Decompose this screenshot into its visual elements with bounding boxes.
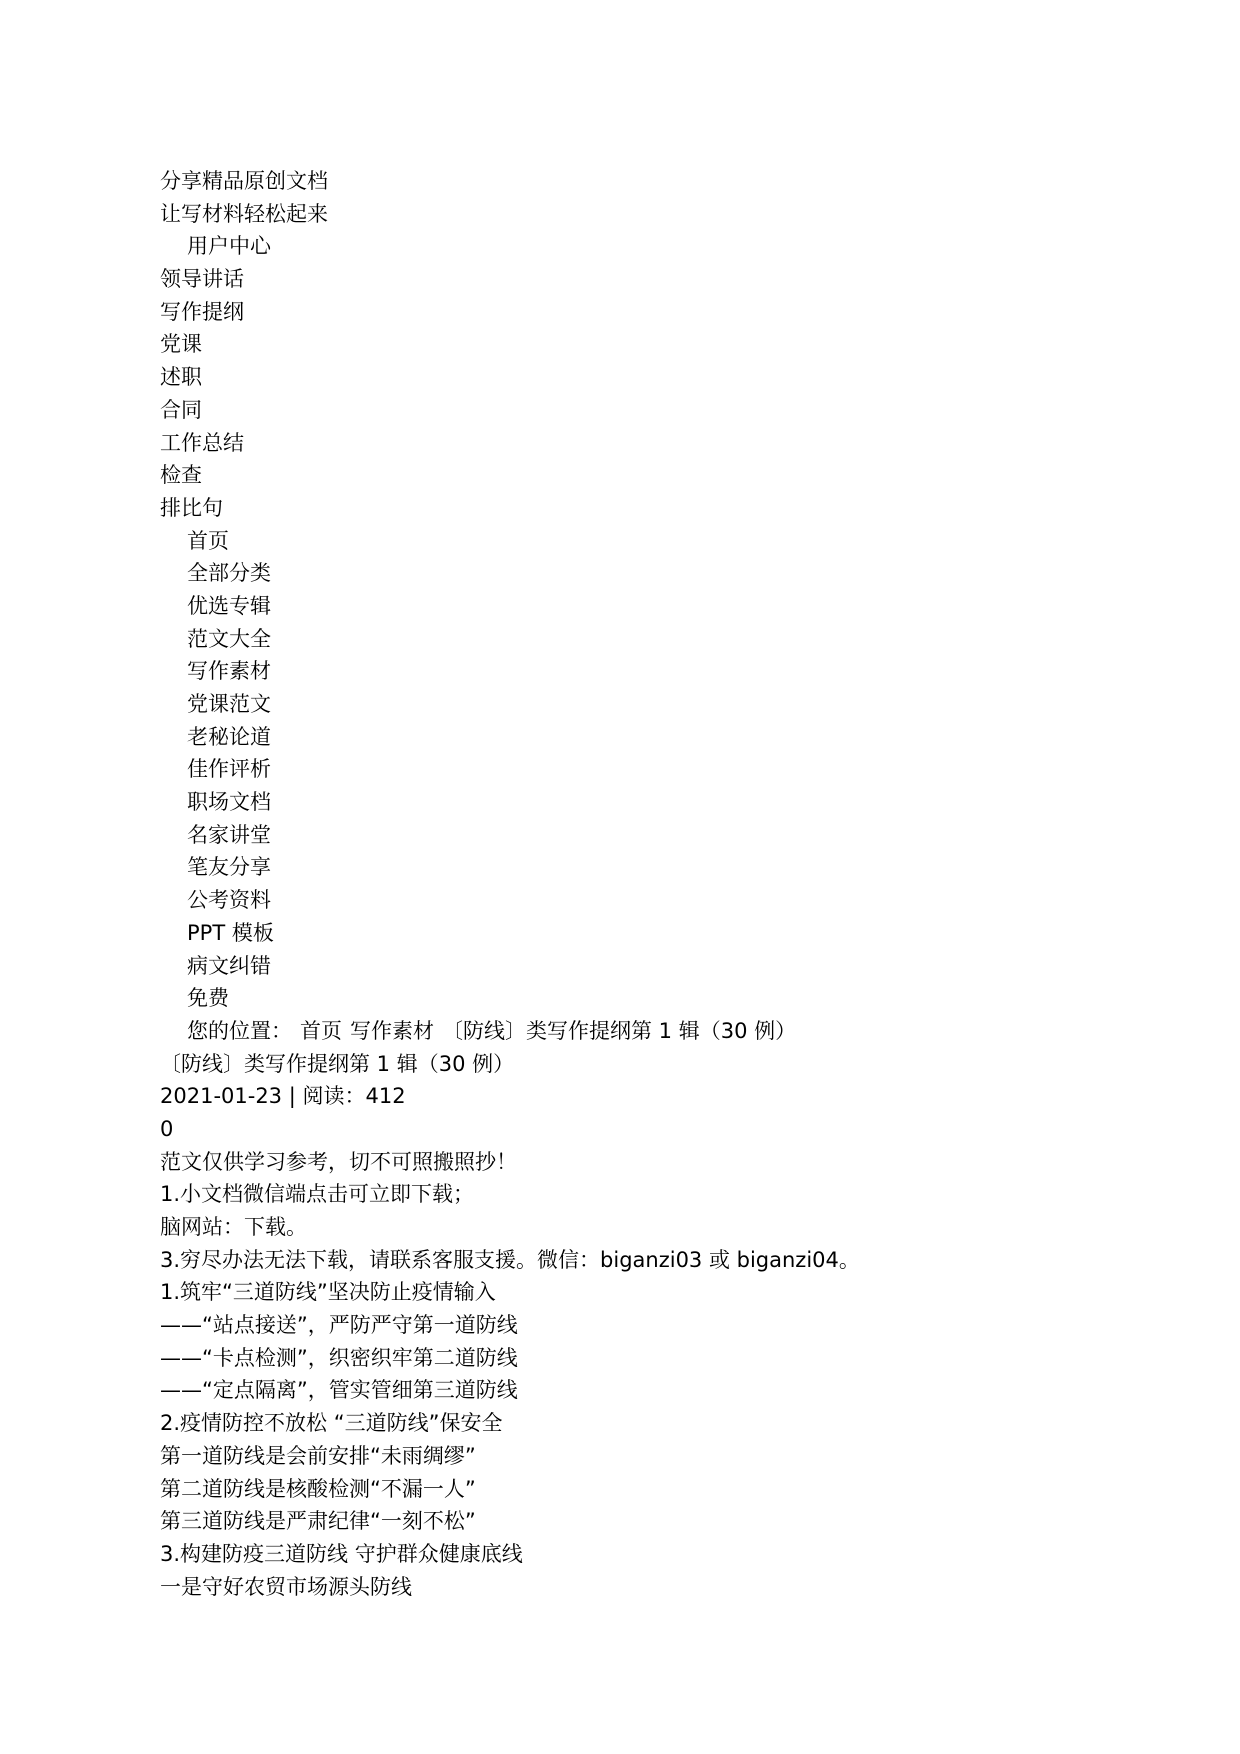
top-nav-item-report[interactable]: 述职 — [160, 365, 202, 390]
main-nav-item-error-correction[interactable]: 病文纠错 — [187, 953, 271, 978]
article-notice: 范文仅供学习参考，切不可照搬照抄！ — [160, 1149, 517, 1174]
top-nav-item-contract[interactable]: 合同 — [160, 397, 202, 422]
body-line: ——“站点接送”，严防严守第一道防线 — [160, 1313, 518, 1338]
breadcrumb-home-link[interactable]: 首页 — [300, 1018, 342, 1043]
body-line: 1.筑牢“三道防线”坚决防止疫情输入 — [160, 1280, 496, 1305]
download-tip: 脑网站：下载。 — [160, 1215, 307, 1239]
body-line: 一是守好农贸市场源头防线 — [160, 1574, 412, 1599]
breadcrumb-current: 〔防线〕类写作提纲第 1 辑（30 例） — [442, 1018, 797, 1043]
site-slogan-2: 让写材料轻松起来 — [160, 201, 328, 226]
article-meta: 2021-01-23 | 阅读：412 — [160, 1084, 406, 1109]
article-title: 〔防线〕类写作提纲第 1 辑（30 例） — [160, 1051, 515, 1076]
main-nav-item-samples[interactable]: 范文大全 — [187, 626, 271, 651]
main-nav-item-ppt-templates[interactable]: PPT 模板 — [187, 920, 274, 945]
breadcrumb-category-link[interactable]: 写作素材 — [350, 1018, 434, 1043]
main-nav-item-home[interactable]: 首页 — [187, 528, 229, 553]
main-nav-item-all-categories[interactable]: 全部分类 — [187, 561, 271, 586]
download-tip: 1.小文档微信端点击可立即下载； — [160, 1182, 475, 1207]
main-nav-item-pen-pals[interactable]: 笔友分享 — [187, 855, 271, 880]
body-line: 第二道防线是核酸检测“不漏一人” — [160, 1476, 476, 1501]
download-tips — [0, 1178, 1240, 1276]
body-line: 3.构建防疫三道防线 守护群众健康底线 — [160, 1541, 523, 1566]
main-nav-item-workplace-docs[interactable]: 职场文档 — [187, 790, 271, 815]
body-line: 第三道防线是严肃纪律“一刻不松” — [160, 1509, 476, 1534]
article-like-count[interactable]: 0 — [160, 1116, 174, 1141]
main-nav-item-lectures[interactable]: 名家讲堂 — [187, 822, 271, 847]
main-nav-item-materials[interactable]: 写作素材 — [187, 659, 271, 684]
main-nav — [0, 525, 1240, 1015]
article-body — [0, 1276, 1240, 1603]
top-nav-item-inspection[interactable]: 检查 — [160, 463, 202, 488]
main-nav-item-reviews[interactable]: 佳作评析 — [187, 757, 271, 782]
top-nav-item-party-lesson[interactable]: 党课 — [160, 332, 202, 357]
main-nav-item-free[interactable]: 免费 — [187, 986, 229, 1011]
body-line: ——“定点隔离”，管实管细第三道防线 — [160, 1378, 518, 1403]
top-nav-item-writing-outline[interactable]: 写作提纲 — [160, 299, 244, 324]
body-line: 第一道防线是会前安排“未雨绸缪” — [160, 1443, 476, 1468]
user-center-link[interactable]: 用户中心 — [187, 234, 271, 259]
top-nav-item-work-summary[interactable]: 工作总结 — [160, 430, 244, 455]
main-nav-item-exam-materials[interactable]: 公考资料 — [187, 888, 271, 913]
main-nav-item-secretary-talk[interactable]: 老秘论道 — [187, 724, 271, 749]
breadcrumb — [0, 1015, 1240, 1048]
site-slogan-1: 分享精品原创文档 — [160, 169, 328, 193]
top-nav — [0, 263, 1240, 525]
top-nav-item-leader-speech[interactable]: 领导讲话 — [160, 267, 244, 292]
breadcrumb-prefix: 您的位置： — [187, 1018, 292, 1043]
top-nav-item-parallelism[interactable]: 排比句 — [160, 495, 223, 520]
document-page — [0, 165, 1240, 1603]
body-line: 2.疫情防控不放松 “三道防线”保安全 — [160, 1411, 503, 1436]
body-line: ——“卡点检测”，织密织牢第二道防线 — [160, 1345, 518, 1370]
main-nav-item-party-samples[interactable]: 党课范文 — [187, 692, 271, 716]
main-nav-item-featured[interactable]: 优选专辑 — [187, 593, 271, 618]
download-tip: 3.穷尽办法无法下载，请联系客服支援。微信：biganzi03 或 biganzi04。 — [160, 1247, 860, 1272]
